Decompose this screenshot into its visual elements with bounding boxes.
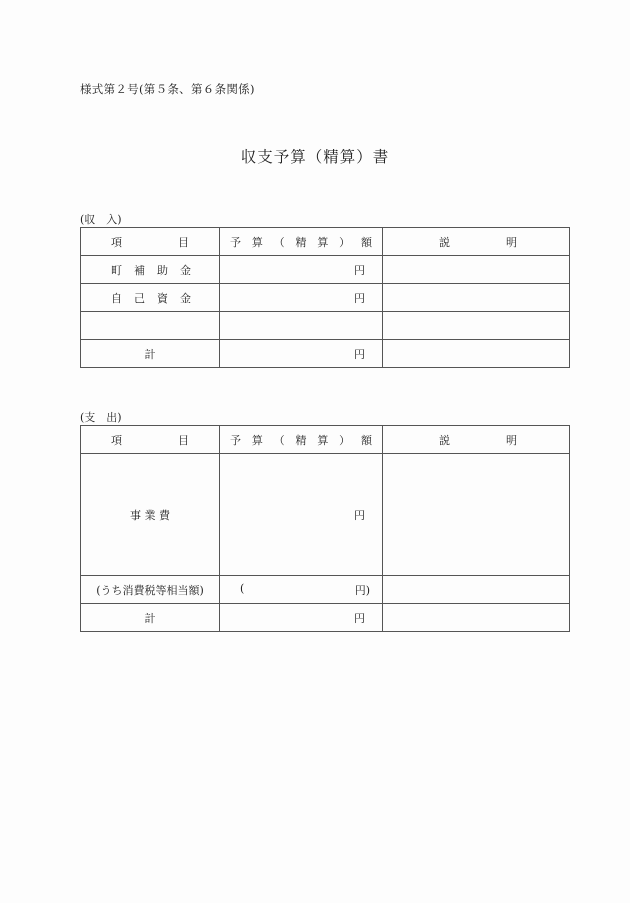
document-title: 収支予算（精算）書 [240, 148, 390, 166]
header-amount: 予 算 （ 精 算 ） 額 [230, 235, 372, 249]
item-cell[interactable]: 自 己 資 金 [81, 284, 220, 312]
total-row [81, 604, 570, 632]
total-label: 計 [81, 340, 220, 368]
total-description-cell[interactable] [383, 604, 570, 632]
total-label: 計 [81, 604, 220, 632]
consumption-tax-amount-cell[interactable]: ( 円) [220, 576, 383, 604]
table-row [81, 312, 570, 340]
header-description-cell [383, 426, 570, 454]
description-cell[interactable] [383, 312, 570, 340]
expense-header-row [81, 426, 570, 454]
expense-table [80, 425, 570, 632]
header-amount: 予 算 （ 精 算 ） 額 [230, 433, 372, 447]
header-item-cell [81, 228, 220, 256]
amount-cell[interactable]: 円 [220, 256, 383, 284]
header-description: 説 明 [439, 433, 517, 447]
header-item: 項 目 [111, 433, 189, 447]
consumption-tax-description-cell[interactable] [383, 576, 570, 604]
business-expense-description-cell[interactable] [383, 454, 570, 576]
header-description-cell [383, 228, 570, 256]
item-cell[interactable]: 町 補 助 金 [81, 256, 220, 284]
table-row [81, 284, 570, 312]
income-section-label: (収 入) [80, 213, 122, 226]
business-expense-row [81, 454, 570, 576]
total-amount-cell[interactable]: 円 [220, 604, 383, 632]
table-row [81, 256, 570, 284]
business-expense-amount-cell[interactable]: 円 [220, 454, 383, 576]
form-number: 様式第２号(第５条、第６条関係) [80, 82, 255, 96]
description-cell[interactable] [383, 256, 570, 284]
income-header-row [81, 228, 570, 256]
amount-cell[interactable]: 円 [220, 284, 383, 312]
header-amount-cell [220, 426, 383, 454]
income-table [80, 227, 570, 368]
consumption-tax-label: (うち消費税等相当額) [81, 576, 220, 604]
header-item: 項 目 [111, 235, 189, 249]
description-cell[interactable] [383, 284, 570, 312]
header-amount-cell [220, 228, 383, 256]
item-cell[interactable] [81, 312, 220, 340]
total-row [81, 340, 570, 368]
total-amount-cell[interactable]: 円 [220, 340, 383, 368]
header-description: 説 明 [439, 235, 517, 249]
consumption-tax-row [81, 576, 570, 604]
expense-section-label: (支 出) [80, 411, 122, 424]
total-description-cell[interactable] [383, 340, 570, 368]
amount-cell[interactable] [220, 312, 383, 340]
business-expense-label: 事 業 費 [81, 454, 220, 576]
header-item-cell [81, 426, 220, 454]
